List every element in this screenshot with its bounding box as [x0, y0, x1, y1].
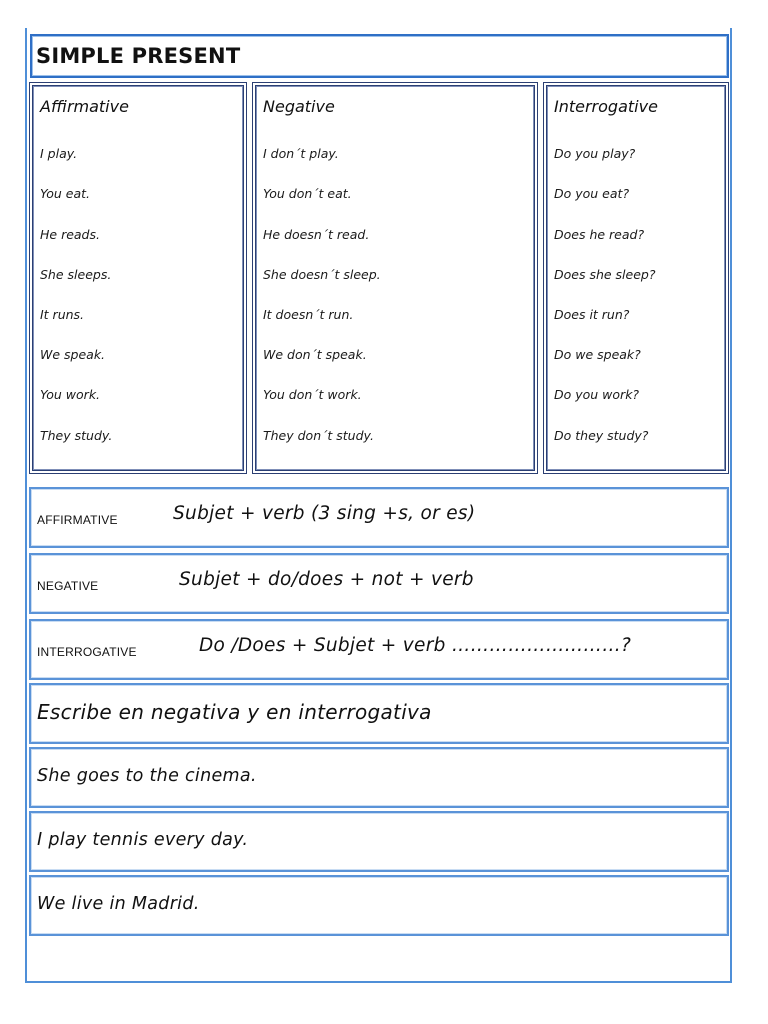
list-item: You don´t eat. [263, 186, 352, 201]
rule-label: INTERROGATIVE [37, 645, 137, 659]
exercise-sentence-box[interactable] [29, 747, 729, 808]
exercise-sentence: She goes to the cinema. [37, 766, 257, 786]
list-item: He reads. [40, 227, 100, 242]
answer-blank-area[interactable] [29, 938, 729, 980]
exercise-sentence: We live in Madrid. [37, 894, 200, 914]
interrogative-column [543, 82, 729, 474]
list-item: You don´t work. [263, 387, 362, 402]
exercise-instruction-box [29, 683, 729, 744]
list-item: Does he read? [554, 227, 645, 242]
list-item: They don´t study. [263, 428, 374, 443]
list-item: Do you play? [554, 146, 636, 161]
list-item: Does it run? [554, 307, 630, 322]
rule-formula: Subjet + verb (3 sing +s, or es) [173, 503, 476, 524]
affirmative-rule [29, 487, 729, 548]
list-item: She sleeps. [40, 267, 112, 282]
list-item: Do you work? [554, 387, 640, 402]
list-item: You work. [40, 387, 101, 402]
column-heading: Interrogative [554, 97, 658, 116]
list-item: We don´t speak. [263, 347, 367, 362]
list-item: Do they study? [554, 428, 649, 443]
title-box [30, 34, 729, 78]
page-title: SIMPLE PRESENT [36, 44, 241, 68]
list-item: You eat. [40, 186, 91, 201]
negative-column [252, 82, 538, 474]
list-item: I don´t play. [263, 146, 339, 161]
worksheet [25, 28, 732, 983]
exercise-sentence-box[interactable] [29, 875, 729, 936]
list-item: It runs. [40, 307, 85, 322]
list-item: Do we speak? [554, 347, 641, 362]
list-item: Do you eat? [554, 186, 630, 201]
list-item: They study. [40, 428, 113, 443]
list-item: It doesn´t run. [263, 307, 354, 322]
exercise-instruction: Escribe en negativa y en interrogativa [37, 700, 432, 724]
list-item: Does she sleep? [554, 267, 656, 282]
rule-label: NEGATIVE [37, 579, 99, 593]
exercise-sentence-box[interactable] [29, 811, 729, 872]
column-heading: Negative [263, 97, 335, 116]
rule-formula: Subjet + do/does + not + verb [179, 569, 474, 590]
list-item: I play. [40, 146, 78, 161]
list-item: She doesn´t sleep. [263, 267, 381, 282]
column-heading: Affirmative [40, 97, 129, 116]
exercise-sentence: I play tennis every day. [37, 830, 249, 850]
interrogative-rule [29, 619, 729, 680]
list-item: We speak. [40, 347, 106, 362]
conjugation-table [27, 82, 730, 474]
rule-label: AFFIRMATIVE [37, 513, 118, 527]
negative-rule [29, 553, 729, 614]
rule-formula: Do /Does + Subjet + verb ………………………? [199, 635, 632, 656]
affirmative-column [29, 82, 247, 474]
list-item: He doesn´t read. [263, 227, 370, 242]
